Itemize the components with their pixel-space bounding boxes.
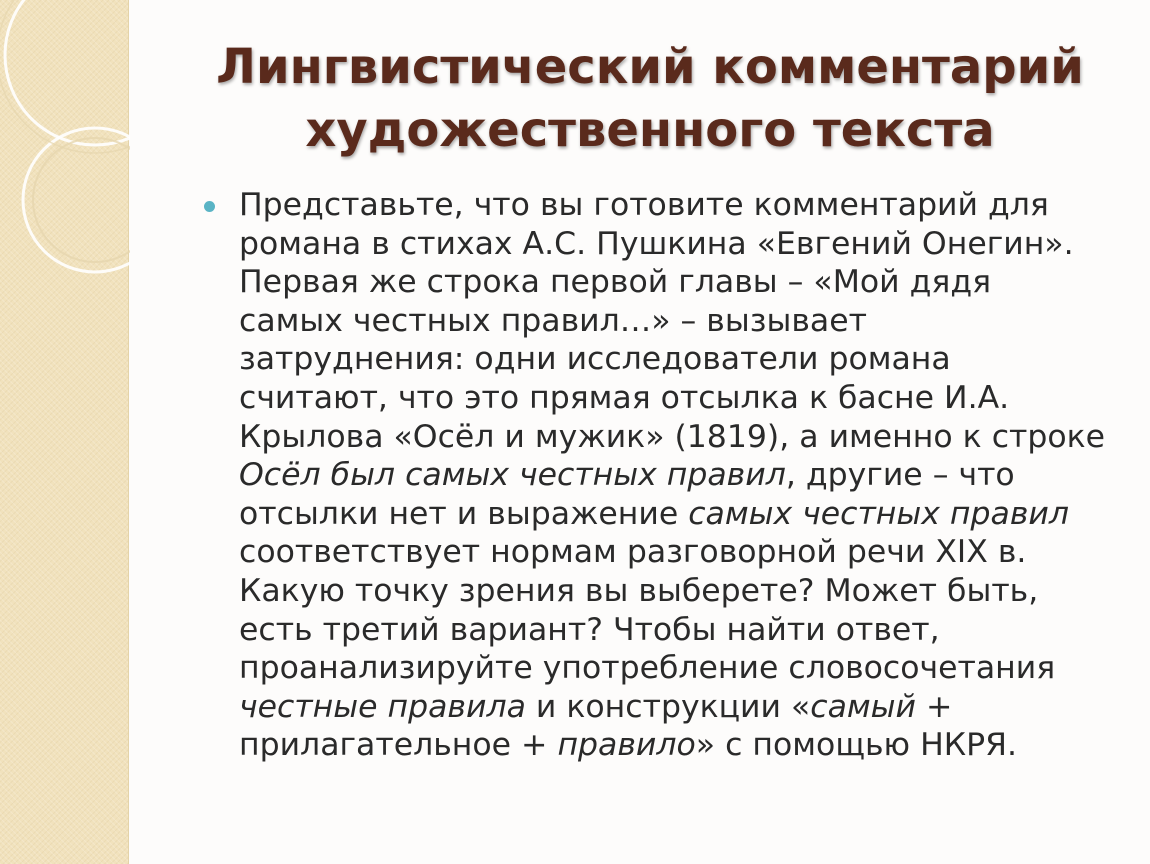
body-segment: прилагательное + xyxy=(239,727,558,764)
body-line: Крылова «Осёл и мужик» (1819), а именно к строке xyxy=(239,418,1106,455)
italic-phrase: честные правила xyxy=(239,688,526,725)
decorative-circles xyxy=(0,0,130,300)
body-line: проанализируйте употребление словосочетания xyxy=(239,650,1056,687)
slide-title xyxy=(150,36,1150,162)
body-segment: » с помощью НКРЯ. xyxy=(695,727,1018,764)
body-line xyxy=(239,456,1139,495)
title-line-2: художественного текста xyxy=(305,102,995,158)
body-segment: , другие – что xyxy=(785,457,1015,494)
body-line: самых честных правил…» – вызывает xyxy=(239,302,867,339)
italic-phrase: самых честных правил xyxy=(688,495,1069,532)
italic-phrase: самый xyxy=(810,688,917,725)
title-line-1: Лингвистический комментарий xyxy=(216,39,1084,95)
body-line xyxy=(239,726,1139,765)
body-segment: + xyxy=(916,688,953,725)
body-line: Представьте, что вы готовите комментарий для xyxy=(239,187,1049,223)
body-segment: и конструкции « xyxy=(525,688,811,725)
body-segment: отсылки нет и выражение xyxy=(239,495,689,532)
slide-body-text xyxy=(239,186,1139,765)
body-line: затруднения: одни исследователи романа xyxy=(239,341,951,378)
italic-phrase: правило xyxy=(557,727,696,764)
body-line: есть третий вариант? Чтобы найти ответ, xyxy=(239,611,940,648)
body-line xyxy=(239,495,1139,534)
body-line: Какую точку зрения вы выберете? Может быть, xyxy=(239,572,1039,609)
body-line: Первая же строка первой главы – «Мой дядя xyxy=(239,264,992,301)
italic-phrase: Осёл был самых честных правил xyxy=(239,457,786,494)
body-line: соответствует нормам разговорной речи XIX в. xyxy=(239,534,1027,571)
body-line xyxy=(239,688,1139,727)
body-line: романа в стихах А.С. Пушкина «Евгений Онегин». xyxy=(239,225,1074,262)
body-line: считают, что это прямая отсылка к басне И.А. xyxy=(239,379,1010,416)
bullet-icon xyxy=(204,201,215,212)
